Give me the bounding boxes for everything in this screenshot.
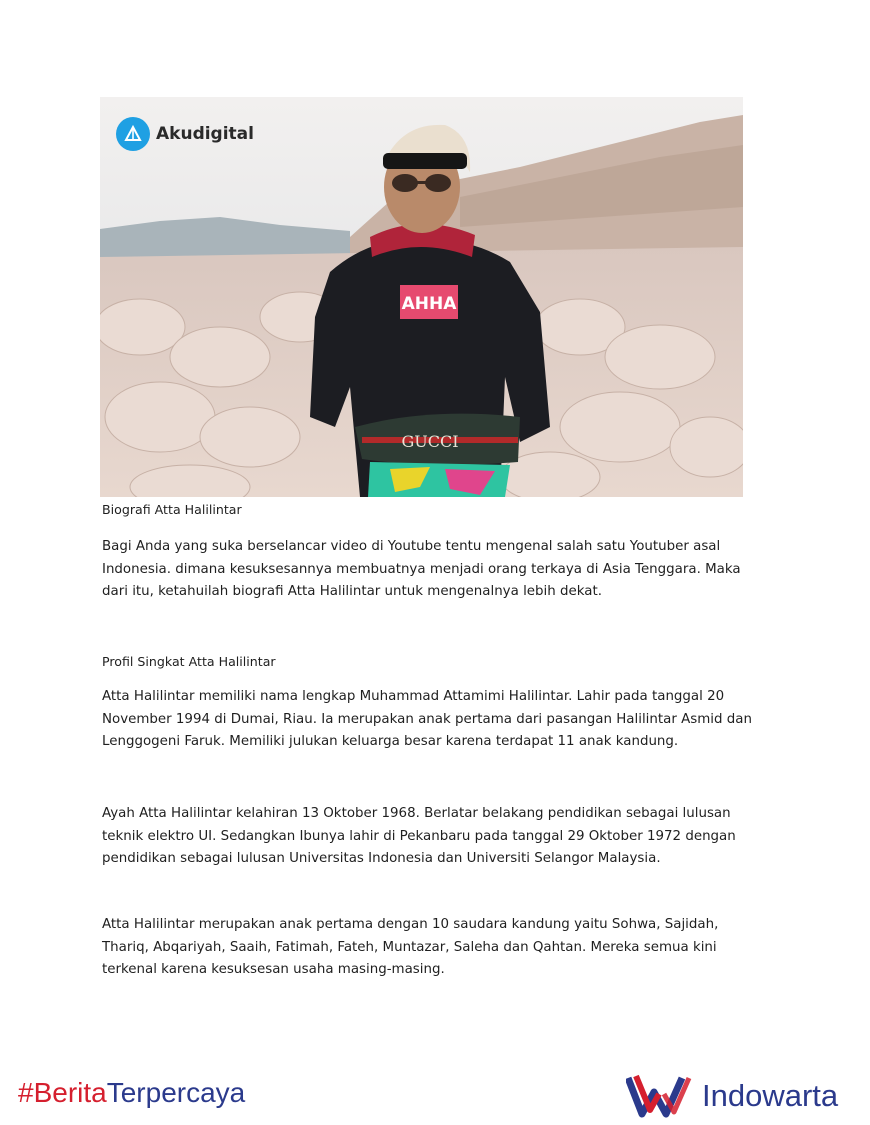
- akudigital-brand-name: Akudigital: [156, 124, 254, 144]
- akudigital-logo-icon: [116, 117, 150, 151]
- intro-paragraph: Bagi Anda yang suka berselancar video di Youtube tentu mengenal salah satu Youtuber asal Indonesia. dimana kesuksesannya membuatnya menjadi orang terkaya di Asia Tenggara. Maka dari itu, ketahuilah biografi Atta Halilintar untuk mengenalnya lebih dekat.: [102, 539, 741, 599]
- article-photo: [100, 97, 743, 497]
- akudigital-watermark: [116, 117, 254, 151]
- body-paragraph-2: Ayah Atta Halilintar kelahiran 13 Oktober 1968. Berlatar belakang pendidikan sebagai lulusan teknik elektro UI. Sedangkan Ibunya lahir di Pekanbaru pada tanggal 29 Oktober 1972 dengan pendidikan sebagai lulusan Universitas Indonesia dan Universiti Selangor Malaysia.: [102, 806, 736, 866]
- photo-caption: Biografi Atta Halilintar: [102, 502, 242, 517]
- indowarta-name: Indowarta: [702, 1078, 839, 1113]
- section-heading: Profil Singkat Atta Halilintar: [102, 654, 276, 669]
- body-paragraph-1: Atta Halilintar memiliki nama lengkap Muhammad Attamimi Halilintar. Lahir pada tanggal 20 November 1994 di Dumai, Riau. Ia merupakan anak pertama dari pasangan Halilintar Asmid dan Lenggogeni Faruk. Memiliki julukan keluarga besar karena terdapat 11 anak kandung.: [102, 689, 752, 749]
- hashtag-slogan: [18, 1077, 245, 1109]
- hashtag-symbol: #: [18, 1077, 34, 1108]
- hashtag-blue-word: Terpercaya: [106, 1077, 246, 1108]
- hashtag-red-word: Berita: [33, 1077, 107, 1108]
- indowarta-w-icon: [626, 1072, 692, 1120]
- body-paragraph-3: Atta Halilintar merupakan anak pertama dengan 10 saudara kandung yaitu Sohwa, Sajidah, Thariq, Abqariyah, Saaih, Fatimah, Fateh, Muntazar, Saleha dan Qahtan. Mereka semua kini terkenal karena kesuksesan usaha masing-masing.: [102, 917, 719, 977]
- shirt-print-text: AHHA: [401, 294, 457, 314]
- belt-bag-text: GUCCI: [401, 432, 459, 451]
- indowarta-logo: [626, 1072, 838, 1120]
